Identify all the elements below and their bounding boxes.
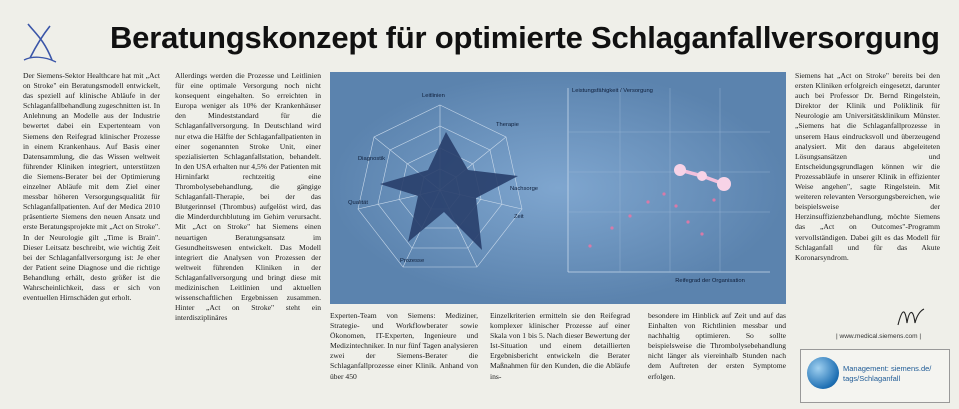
radar-label-3: Therapie (496, 122, 519, 128)
badge-line-1: Management: siemens.de/ (843, 364, 932, 373)
column-6 (795, 71, 940, 305)
globe-icon (807, 357, 839, 389)
article-illustration (330, 72, 786, 304)
column-2-text: Allerdings werden die Prozesse und Leitlinien für eine optimale Versorgung noch nicht konsequent eingehalten. So erreichten in Europa weniger als 10% der Krankenhäuser den Mindeststandard für die Schlaganfallversorgung. In Deutschland wird nur etwa die Hälfte der Schlaganfallpatienten in einer sogenannten Stroke Unit, einer spezialisierten Schlaganfallstation, behandelt. In den USA erhalten nur 4,5% der Patienten mit Hirninfarkt rechtzeitig eine Thrombolysebehandlung, die gängige Schlaganfall-Therapie, bei der das Blutgerinnsel (Thrombus) aufgelöst wird, das die Minderdurchblutung im Gehirn verursacht. Mit „Act on Stroke" hat Siemens einen neuartigen Beratungsansatz im Gesundheitswesen entwickelt. Das Modell integriert die Analysen von Prozessen der weltweit führenden Kliniken in der Schlaganfallversorgung und bringt diese mit medizinischen Leitlinien und aktuellen wissenschaftlichen Ergebnissen zusammen. Hinter „Act on Stroke" steht ein interdisziplinäres (175, 71, 321, 323)
line-chart-title: Leistungsfähigkeit / Versorgung (572, 88, 653, 94)
chart-point (717, 177, 731, 191)
column-5 (648, 311, 786, 405)
web-link-badge[interactable] (800, 349, 950, 403)
publication-logo (22, 20, 58, 64)
source-credit: | www.medical.siemens.com | (836, 333, 922, 340)
column-5-text: besondere im Hinblick auf Zeit und auf das Einhalten von Richtlinien messbar und nachhaltig optimieren. So sollte beispielsweise die Thrombolysebehandlung nicht länger als viereinhalb Stunden nach dem Auftreten der ersten Symptome erfolgen. (648, 311, 786, 381)
column-4 (490, 311, 630, 405)
radar-label-1: Leitlinien (422, 93, 445, 99)
column-1-text: Der Siemens-Sektor Healthcare hat mit „Act on Stroke" ein Beratungsmodell entwickelt, das speziell auf klinische Abläufe in der Schlaganfallbehandlung zugeschnitten ist. In Anlehnung an Modelle aus der Industrie bewertet dabei ein Expertenteam von Siemens den Reifegrad klinischer Prozesse in einem Krankenhaus. Auf Basis einer Datensammlung, die das Wissen weltweit führender Kliniken integriert, unterstützen die Siemens-Berater bei der Optimierung einzelner Abläufe mit dem Ziel einer messbar höheren Versorgungsqualität für Schlaganfallpatienten. Auf der Medica 2010 präsentierte Siemens den neuen Ansatz und erste Beratungsprojekte mit „Act on Stroke". In der Neurologie gilt „Time is Brain". Dieser Leitsatz beschreibt, wie wichtig Zeit bei der Schlaganfallversorgung ist: Je eher der Patient seine Diagnose und die richtige Behandlung erhält, desto größer ist die Wahrscheinlichkeit, dass er sich von eventuellen Hirnschäden gut erholt. (23, 71, 160, 303)
chart-point (697, 171, 707, 181)
radar-label-4: Nachsorge (510, 186, 539, 192)
radar-label-7: Prozesse (400, 258, 425, 264)
radar-label-5: Qualität (348, 200, 368, 206)
radar-label-2: Diagnostik (358, 156, 386, 162)
line-chart-xlabel: Reifegrad der Organisation (675, 278, 745, 284)
chart-point (674, 164, 686, 176)
author-signature (896, 305, 926, 327)
article-headline: Beratungskonzept für optimierte Schlaganfallversorgung (110, 20, 940, 55)
badge-line-2: tags/Schlaganfall (843, 374, 901, 383)
column-3-text: Experten-Team von Siemens: Mediziner, Strategie- und Workflowberater sowie Ökonomen, IT-Experten, Ingenieure und Medizintechniker. In nur fünf Tagen analysieren zwei der Siemens-Berater die Schlaganfallprozesse einer Klinik. Anhand von über 450 (330, 311, 478, 381)
column-2 (175, 71, 321, 405)
radar-label-6: Zeit (514, 214, 524, 220)
column-6-text: Siemens hat „Act on Stroke" bereits bei den ersten Kliniken erfolgreich eingesetzt, darunter auch bei Professor Dr. Bernd Ringelstein, Direktor der Klinik und Poliklinik für Neurologie am Universitätsklinikum Münster. „Siemens hat die Schlaganfallprozesse in unserem Haus eindrucksvoll und überzeugend analysiert. Mit den daraus abgeleiteten Lösungsansätzen und Entscheidungsgrundlagen können wir die Prozessabläufe in unserer Klinik in effizienter Weise angehen", sagte Ringelstein. Mit weiteren relevanten Versorgungsbereichen, wie beispielsweise der Herzinsuffizienzbehandlung, möchte Siemens das „Act on Outcomes"-Programm vervollständigen. Dabei gilt es das Modell für Schlaganfall und für das Akute Koronarsyndrom. (795, 71, 940, 262)
column-3 (330, 311, 478, 405)
column-1 (23, 71, 160, 405)
badge-text (843, 364, 931, 384)
column-4-text: Einzelkriterien ermitteln sie den Reifegrad komplexer klinischer Prozesse auf einer Skala von 1 bis 5. Nach dieser Bewertung der Ist-Situation und einem detaillierten Ergebnisbericht entwickeln die Berater Maßnahmen für den Kunden, die die Abläufe ins- (490, 311, 630, 381)
